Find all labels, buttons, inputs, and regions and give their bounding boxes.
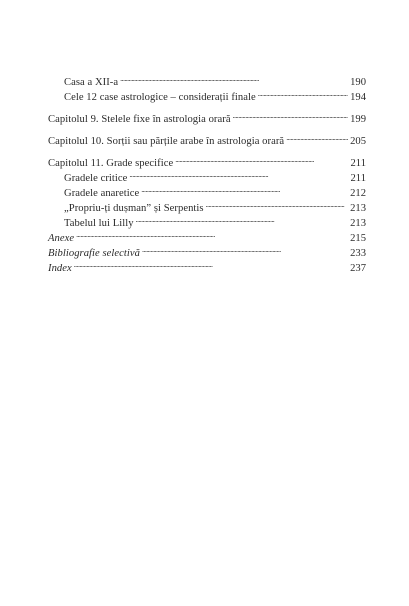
toc-entry-bibliografie [48, 241, 366, 259]
toc-entry-casa-xii [48, 70, 366, 88]
toc-entry-title: Gradele critice [64, 173, 128, 184]
toc-entry-capitolul-11 [48, 151, 366, 169]
dot-leader [74, 256, 348, 271]
dot-leader [206, 196, 349, 211]
toc-entry-title: Gradele anaretice [64, 188, 140, 199]
toc-entry-title: Capitolul 11. Grade specifice [48, 158, 174, 169]
toc-entry-title: Casa a XII-a [64, 77, 119, 88]
dot-leader [142, 241, 348, 256]
toc-entry-page: 211 [350, 173, 366, 184]
toc-entry-page: 237 [350, 263, 366, 274]
toc-entry-page: 211 [350, 158, 366, 169]
toc-entry-title: Capitolul 10. Sorții sau părțile arabe în astrologia orară [48, 136, 285, 147]
toc-entry-page: 233 [350, 248, 366, 259]
toc-entry-title: Bibliografie selectivă [48, 248, 141, 259]
toc-entry-page: 199 [350, 114, 366, 125]
toc-entry-title: Anexe [48, 233, 75, 244]
dot-leader [136, 211, 349, 226]
toc-entry-page: 212 [350, 188, 366, 199]
toc-entry-index [48, 256, 366, 274]
dot-leader [175, 151, 348, 166]
toc-entry-title: „Propriu-ți dușman” și Serpentis [64, 203, 204, 214]
toc-entry-anexe [48, 226, 366, 244]
dot-leader [286, 129, 348, 144]
dot-leader [258, 85, 348, 100]
toc-entry-page: 213 [350, 203, 366, 214]
toc-entry-capitolul-9 [48, 107, 366, 125]
toc-entry-capitolul-10 [48, 129, 366, 147]
toc-entry-page: 205 [350, 136, 366, 147]
toc-entry-title: Index [48, 263, 72, 274]
dot-leader [233, 107, 349, 122]
dot-leader [120, 70, 348, 85]
dot-leader [76, 226, 348, 241]
toc-entry-page: 194 [350, 92, 366, 103]
toc-entry-page: 215 [350, 233, 366, 244]
toc-entry-title: Capitolul 9. Stelele fixe în astrologia orară [48, 114, 231, 125]
table-of-contents [48, 70, 366, 274]
toc-entry-title: Cele 12 case astrologice – considerații finale [64, 92, 256, 103]
toc-entry-page: 213 [350, 218, 366, 229]
toc-entry-page: 190 [350, 77, 366, 88]
toc-entry-title: Tabelul lui Lilly [64, 218, 134, 229]
dot-leader [129, 166, 348, 181]
dot-leader [141, 181, 348, 196]
